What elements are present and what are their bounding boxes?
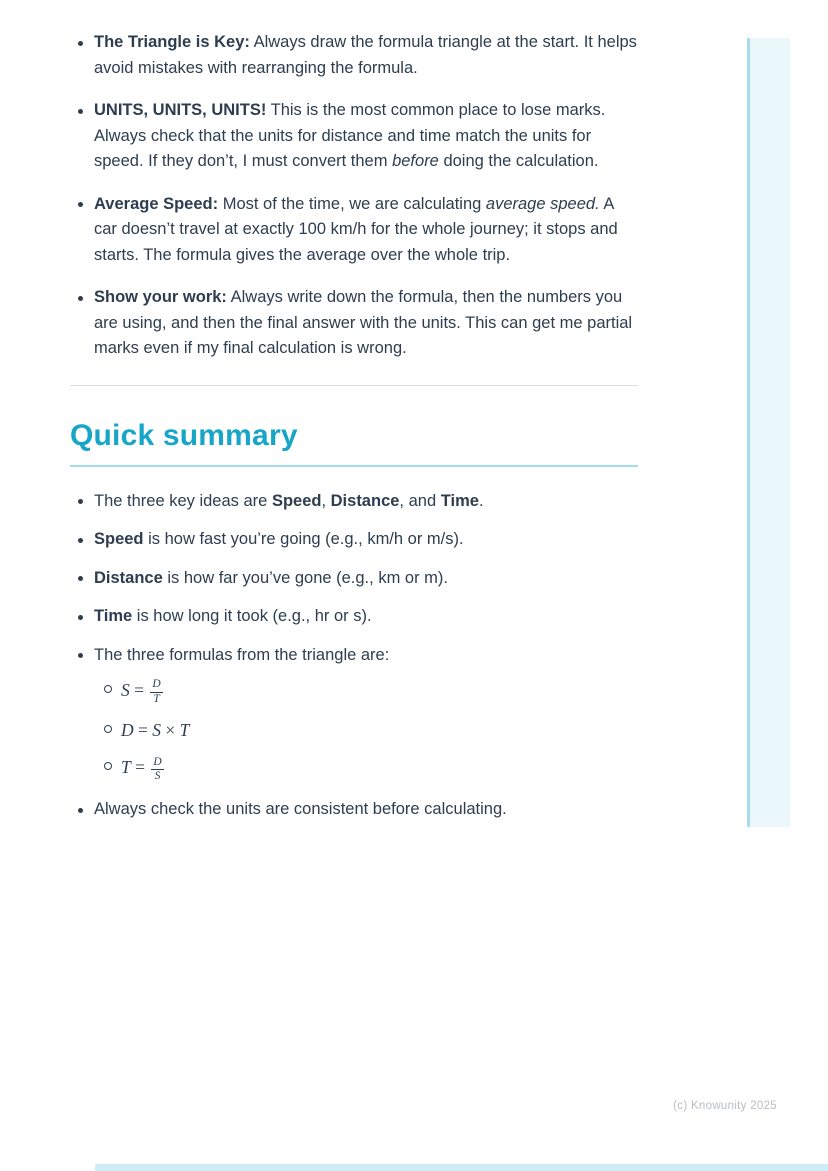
list-item [94, 566, 638, 590]
fraction-denominator: T [153, 692, 160, 705]
text-segment: Distance [330, 491, 400, 510]
text-segment: , and [399, 491, 441, 510]
formula-item [121, 678, 638, 706]
math-variable: T [121, 757, 131, 777]
list-item [94, 797, 638, 821]
text-segment: is how fast you’re going (e.g., km/h or m/s). [143, 530, 464, 548]
tips-list [70, 30, 638, 362]
math-variable: T [179, 720, 190, 740]
text-segment: . [478, 491, 484, 510]
math-operator: × [161, 720, 180, 740]
equals-sign: = [133, 720, 153, 740]
list-item [94, 285, 638, 362]
list-item [94, 30, 638, 81]
equals-sign: = [130, 757, 150, 777]
list-item [94, 192, 638, 269]
text-segment: doing the calculation. [438, 152, 599, 170]
text-segment: Always check the units are consistent before calculating. [94, 800, 507, 818]
text-segment: Most of the time, we are calculating [218, 194, 486, 213]
text-segment: is how long it took (e.g., hr or s). [132, 607, 372, 625]
list-item [94, 604, 638, 628]
right-accent-stripe [747, 38, 790, 827]
fraction-numerator: D [150, 679, 162, 693]
text-segment: Time [94, 607, 133, 625]
text-segment: Speed [271, 491, 322, 510]
math-variable: D [121, 720, 134, 740]
text-segment: , [321, 491, 331, 510]
text-segment: Show your work: [94, 288, 227, 306]
equals-sign: = [129, 679, 149, 700]
text-segment: Distance [94, 568, 163, 587]
text-segment: A car doesn’t travel at exactly 100 km/h for the whole journey; it stops and starts. The formula gives the average over the whole trip. [94, 194, 618, 264]
copyright: (c) Knowunity 2025 [673, 1100, 777, 1112]
list-item [94, 527, 638, 551]
text-segment: Time [440, 491, 479, 510]
text-segment: Speed [94, 530, 144, 548]
text-segment: average speed. [485, 194, 600, 213]
text-segment: UNITS, UNITS, UNITS! [94, 101, 267, 119]
fraction [151, 757, 163, 783]
fraction-numerator: D [151, 757, 163, 771]
section-title: Quick summary [70, 419, 638, 467]
math-variable: S [152, 720, 162, 740]
text-segment: The three key ideas are [94, 491, 272, 510]
list-item [94, 489, 638, 513]
section-divider [70, 385, 638, 386]
summary-list [70, 489, 638, 822]
formula-sublist [94, 678, 638, 783]
formula-item [121, 755, 638, 783]
fraction-denominator: S [154, 770, 161, 782]
formula-item [121, 718, 638, 742]
text-segment: Always write down the formula, then the numbers you are using, and then the final answer with the units. This can get me partial marks even if my final calculation is wrong. [94, 288, 633, 357]
text-segment: The Triangle is Key: [94, 33, 250, 51]
page-content [70, 30, 638, 836]
math-variable: S [121, 679, 130, 700]
text-segment: is how far you’ve gone (e.g., km or m). [162, 568, 448, 587]
text-segment: The three formulas from the triangle are: [94, 645, 390, 664]
text-segment: Always draw the formula triangle at the start. It helps avoid mistakes with rearranging the formula. [94, 33, 637, 77]
list-item [94, 98, 638, 175]
text-segment: Average Speed: [94, 194, 219, 213]
page-bottom-edge [95, 1164, 828, 1171]
list-item [94, 643, 638, 783]
text-segment: before [392, 152, 439, 170]
fraction [150, 679, 162, 705]
text-segment: This is the most common place to lose marks. Always check that the units for distance and time match the units for speed. If they don’t, I must convert them [94, 101, 606, 170]
